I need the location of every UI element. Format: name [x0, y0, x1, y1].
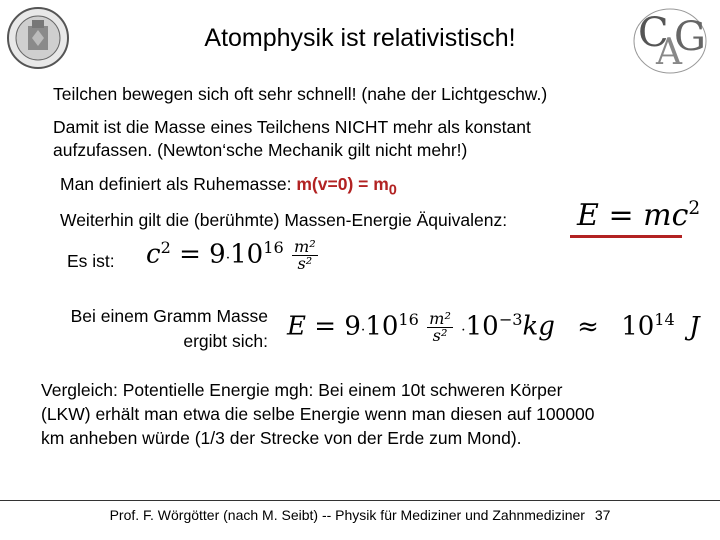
slide-title: Atomphysik ist relativistisch! — [204, 24, 516, 52]
vergleich-line-2: (LKW) erhält man etwa die selbe Energie wenn man diesen auf 100000 — [41, 404, 595, 424]
footer — [0, 507, 720, 523]
page-number: 37 — [594, 507, 611, 523]
emc2-underline — [570, 235, 682, 238]
equivalence-text: Weiterhin gilt die (berühmte) Massen-Energie Äquivalenz: — [60, 210, 508, 230]
footer-divider — [0, 500, 720, 501]
svg-text:C: C — [638, 10, 669, 56]
vergleich-line-3: km anheben würde (1/3 der Strecke von der Erde zum Mond). — [41, 428, 522, 448]
gramm-line-1: Bei einem Gramm Masse — [70, 306, 268, 326]
energy-formula: $E = 9\cdot 10^{16}$ $\frac{\text{m²}}{\text{s²}}$ $\cdot 10^{-3}kg \approx 10^{14}$ J — [287, 309, 700, 346]
es-ist-label: Es ist: — [67, 251, 115, 271]
vergleich-line-1: Vergleich: Potentielle Energie mgh: Bei einem 10t schweren Körper — [41, 380, 563, 400]
svg-text:A: A — [656, 32, 682, 73]
footer-text: Prof. F. Wörgötter (nach M. Seibt) -- Physik für Mediziner und Zahnmediziner — [109, 507, 585, 523]
emc2-formula: $E = mc^2$ — [577, 198, 701, 233]
rest-mass-formula: $m(v=0) = m_0$ — [296, 174, 397, 199]
text-line-3: aufzufassen. (Newton‘sche Mechanik gilt nicht mehr!) — [53, 140, 468, 160]
gramm-line-2: ergibt sich: — [183, 331, 268, 351]
rest-mass-label: Man definiert als Ruhemasse: — [60, 174, 297, 194]
rest-mass-definition — [60, 173, 397, 203]
c-squared-formula: $c^2 = 9\cdot 10^{16}$ $\frac{\text{m²}}{\text{s²}}$ — [146, 237, 316, 274]
svg-text:G: G — [674, 14, 706, 60]
text-line-1: Teilchen bewegen sich oft sehr schnell! (nahe der Lichtgeschw.) — [53, 84, 548, 104]
text-line-2: Damit ist die Masse eines Teilchens NICHT mehr als konstant — [53, 117, 531, 137]
